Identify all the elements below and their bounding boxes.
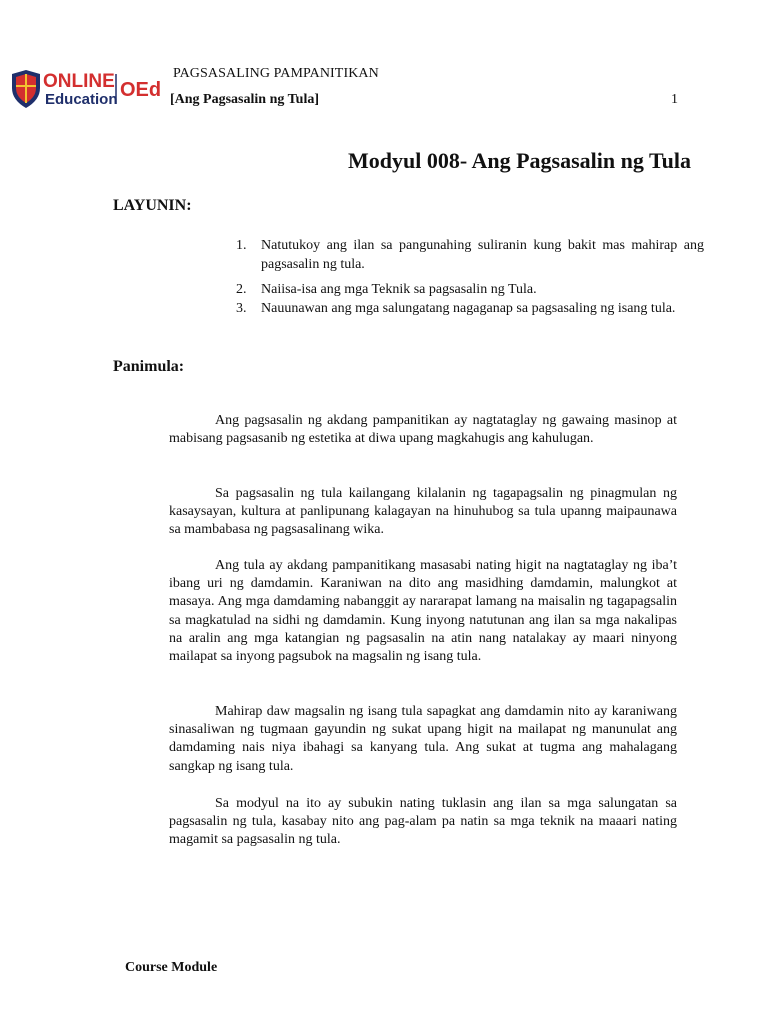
header-topic: [Ang Pagsasalin ng Tula] bbox=[170, 92, 319, 107]
objective-item bbox=[236, 236, 704, 274]
objective-number: 3. bbox=[236, 301, 247, 316]
objective-text: Natutukoy ang ilan sa pangunahing suliranin kung bakit mas mahirap ang pagsasalin ng tula. bbox=[261, 238, 704, 272]
objectives-list bbox=[236, 236, 704, 324]
module-title: Modyul 008- Ang Pagsasalin ng Tula bbox=[348, 148, 691, 173]
intro-heading: Panimula: bbox=[113, 358, 185, 375]
intro-paragraph-2: Sa pagsasalin ng tula kailangang kilalanin ng tagapagsalin ng pinagmulan ng kasaysayan, kultura at panlipunang kalagayan na hinuhubog sa tula upanng maipaunawa sa mambabasa ng pagsasalinang wika. bbox=[169, 486, 677, 538]
oed-logo bbox=[10, 68, 162, 110]
objective-number: 2. bbox=[236, 282, 247, 297]
footer-course-module: Course Module bbox=[125, 960, 218, 975]
header-course-name: PAGSASALING PAMPANITIKAN bbox=[173, 66, 379, 81]
intro-paragraph-4: Mahirap daw magsalin ng isang tula sapagkat ang damdamin nito ay karaniwang sinasaliwan ng tugmaan gayundin ng sukat upang higit na mailapat ng manunulat ang damdaming nais niya ibahagi sa kanyang tula. Ang sukat at tugma ang mahalagang sangkap ng isang tula. bbox=[169, 704, 677, 774]
objective-text: Nauunawan ang mga salungatang nagaganap sa pagsasaling ng isang tula. bbox=[261, 301, 676, 316]
objective-text: Naiisa-isa ang mga Teknik sa pagsasalin ng Tula. bbox=[261, 282, 537, 297]
logo-oed-text: OEd bbox=[120, 79, 162, 101]
shield-crest-icon bbox=[12, 70, 40, 108]
intro-paragraph-3: Ang tula ay akdang pampanitikang masasabi nating higit na nagtataglay ng iba’t ibang uri ng damdamin. Karaniwan na dito ang masidhing damdamin, malungkot at masaya. Ang mga damdaming nabanggit ay nararapat lamang na maisalin ng tagapagsalin sa magkatulad na sidhi ng damdamin. Kung inyong natutunan ang ilan sa mga nakalipas na aralin ang mga katangian ng pagsasalin na atin nang natalakay ay maari ninyong mailapat sa inyong pagsubok na magsalin ng isang tula. bbox=[169, 558, 677, 665]
objective-item bbox=[236, 280, 704, 299]
page-number: 1 bbox=[671, 92, 678, 107]
logo-online-text: ONLINE bbox=[43, 71, 115, 92]
objective-item bbox=[236, 299, 704, 318]
objectives-heading: LAYUNIN: bbox=[113, 197, 192, 214]
objective-number: 1. bbox=[236, 238, 247, 253]
intro-paragraph-1: Ang pagsasalin ng akdang pampanitikan ay nagtataglay ng gawaing masinop at mabisang pagsasanib ng estetika at diwa upang magkahugis ang kahulugan. bbox=[169, 413, 677, 447]
logo-education-text: Education bbox=[45, 91, 118, 108]
intro-paragraph-5: Sa modyul na ito ay subukin nating tuklasin ang ilan sa mga salungatan sa pagsasalin ng tula, kasabay nito ang pag-alam pa natin sa mga teknik na maaari nating magamit sa pagsasalin ng tula. bbox=[169, 796, 677, 848]
